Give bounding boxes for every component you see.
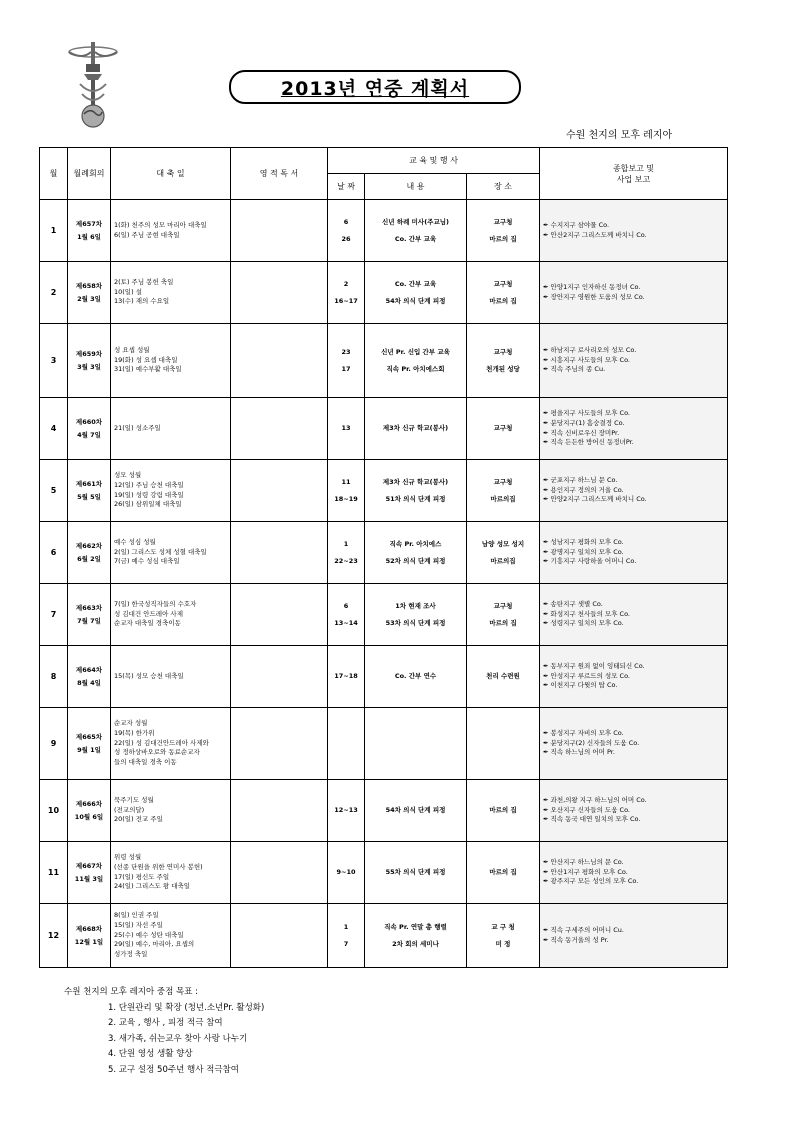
meeting-cell: 제665차 9월 1일: [68, 708, 111, 780]
report-cell: [540, 200, 728, 262]
liturgy-cell: 성 요셉 성월 19(화) 성 요셉 대축일 31(일) 예수부활 대축일: [111, 324, 231, 398]
special-cell: [231, 780, 328, 842]
report-item: ✒ 안산1지구 평화의 모후 Co.: [543, 868, 727, 878]
date-cell: 13: [328, 398, 365, 460]
report-cell: [540, 904, 728, 968]
place-cell: [467, 708, 540, 780]
report-item: ✒ 분당지구(1) 흠숭결정 Co.: [543, 419, 727, 429]
goals-heading: 수원 천지의 모후 레지아 중점 목표 :: [64, 987, 199, 997]
content-cell: [365, 708, 467, 780]
liturgy-cell: 성모 성월 12(일) 주님 승천 대축일 19(일) 성령 강림 대축일 26(일) 삼위일체 대축일: [111, 460, 231, 522]
liturgy-cell: 묵주기도 성월 (전교의달) 20(일) 전교 주일: [111, 780, 231, 842]
date-cell: 6 26: [328, 200, 365, 262]
meeting-cell: 제658차 2월 3일: [68, 262, 111, 324]
month-cell: 10: [40, 780, 68, 842]
report-cell: [540, 780, 728, 842]
report-item: ✒ 직속 구세주의 어머니 Cu.: [543, 926, 727, 936]
report-item: ✒ 직속 주님의 종 Cu.: [543, 365, 727, 375]
report-item: ✒ 수지지구 삼야물 Co.: [543, 221, 727, 231]
report-item: ✒ 안양2지구 그리스도께 바치니 Co.: [543, 495, 727, 505]
header-month: 월: [40, 148, 68, 200]
month-cell: 8: [40, 646, 68, 708]
header-edu: 교 육 및 행 사: [328, 148, 540, 174]
report-item: ✒ 분당지구(2) 신자들의 도움 Co.: [543, 739, 727, 749]
month-row: [40, 200, 728, 262]
place-cell: 마르의 집: [467, 780, 540, 842]
date-cell: 1 7: [328, 904, 365, 968]
place-cell: 마르의 집: [467, 842, 540, 904]
liturgy-cell: 위령 성월 (선종 단원을 위한 연미사 봉헌) 17(일) 평신도 주일 24(일) 그리스도 왕 대축일: [111, 842, 231, 904]
content-cell: 제3차 신규 학교(봉사): [365, 398, 467, 460]
report-item: ✒ 동부지구 원죄 없이 잉태되신 Co.: [543, 662, 727, 672]
goal-item: 5. 교구 설정 50주년 행사 적극참여: [108, 1064, 239, 1075]
report-cell: [540, 398, 728, 460]
report-item: ✒ 광주지구 모든 성인의 모후 Co.: [543, 877, 727, 887]
place-cell: 교구청 천개된 성당: [467, 324, 540, 398]
meeting-cell: 제662차 6월 2일: [68, 522, 111, 584]
date-cell: 17~18: [328, 646, 365, 708]
month-cell: 4: [40, 398, 68, 460]
report-item: ✒ 과천,의왕 지구 하느님의 어머 Co.: [543, 796, 727, 806]
special-cell: [231, 842, 328, 904]
report-item: ✒ 안산지구 하느님의 문 Co.: [543, 858, 727, 868]
meeting-cell: 제666차 10월 6일: [68, 780, 111, 842]
content-cell: 1차 현재 조사 53차 의식 단계 피정: [365, 584, 467, 646]
month-row: [40, 324, 728, 398]
date-cell: 11 18~19: [328, 460, 365, 522]
report-item: ✒ 성령지구 일치의 모후 Co.: [543, 619, 727, 629]
report-item: ✒ 직속 든든한 방어신 동정녀Pr.: [543, 438, 727, 448]
meeting-cell: 제668차 12월 1일: [68, 904, 111, 968]
special-cell: [231, 646, 328, 708]
goal-item: 1. 단원관리 및 확장 (청년.소년Pr. 활성화): [108, 1002, 265, 1013]
report-item: ✒ 직속 하느님의 어머 Pr.: [543, 748, 727, 758]
liturgy-cell: 21(일) 성소주일: [111, 398, 231, 460]
content-cell: 직속 Pr. 연말 총 행렬 2차 회의 세미나: [365, 904, 467, 968]
report-cell: [540, 460, 728, 522]
page-title: 2013년 연중 계획서: [280, 78, 470, 100]
content-cell: 제3차 신규 학교(봉사) 51차 의식 단계 피정: [365, 460, 467, 522]
special-cell: [231, 522, 328, 584]
date-cell: 23 17: [328, 324, 365, 398]
place-cell: 교구청: [467, 398, 540, 460]
header-liturgy: 대 축 일: [111, 148, 231, 200]
organization-name: 수원 천지의 모후 레지아: [566, 130, 673, 141]
month-cell: 5: [40, 460, 68, 522]
special-cell: [231, 324, 328, 398]
place-cell: 천리 수련원: [467, 646, 540, 708]
report-item: ✒ 성남지구 평화의 모후 Co.: [543, 538, 727, 548]
report-item: ✒ 장안지구 영원한 도움의 성모 Co.: [543, 293, 727, 303]
report-cell: [540, 842, 728, 904]
liturgy-cell: 8(일) 인권 주일 15(일) 자선 주일 25(수) 예수 성탄 대축일 29(일) 예수, 마리아, 요셉의 성가정 축일: [111, 904, 231, 968]
report-item: ✒ 군포지구 하느님 문 Co.: [543, 476, 727, 486]
meeting-cell: 제660차 4월 7일: [68, 398, 111, 460]
content-cell: Co. 간부 연수: [365, 646, 467, 708]
report-cell: [540, 708, 728, 780]
month-cell: 2: [40, 262, 68, 324]
month-row: [40, 460, 728, 522]
special-cell: [231, 584, 328, 646]
report-item: ✒ 직속 동거울의 성 Pr.: [543, 936, 727, 946]
date-cell: 2 16~17: [328, 262, 365, 324]
special-cell: [231, 200, 328, 262]
goal-item: 4. 단원 영성 생활 향상: [108, 1049, 193, 1059]
month-cell: 3: [40, 324, 68, 398]
liturgy-cell: 2(토) 주님 봉헌 축일 10(일) 설 13(수) 재의 수요일: [111, 262, 231, 324]
month-cell: 12: [40, 904, 68, 968]
meeting-cell: 제663차 7월 7일: [68, 584, 111, 646]
report-item: ✒ 시흥지구 사도들의 모후 Co.: [543, 356, 727, 366]
liturgy-cell: 순교자 성월 19(목) 한가위 22(일) 성 김대건안드레아 사제와 성 정하상바오로와 동료순교자 들의 대축일 경축 이동: [111, 708, 231, 780]
header-special: 영 적 독 서: [231, 148, 328, 200]
date-cell: 12~13: [328, 780, 365, 842]
place-cell: 교구청 마르의 집: [467, 262, 540, 324]
place-cell: 교구청 마르의 집: [467, 200, 540, 262]
liturgy-cell: 7(일) 한국성직자들의 수호자 성 김대건 안드레아 사제 순교자 대축일 경축이동: [111, 584, 231, 646]
special-cell: [231, 708, 328, 780]
title-frame: [229, 70, 521, 104]
goal-item: 2. 교육 , 행사 , 피정 적극 참여: [108, 1018, 223, 1028]
date-cell: 9~10: [328, 842, 365, 904]
place-cell: 교 구 청 미 정: [467, 904, 540, 968]
goal-item: 3. 새가족, 쉬는교우 찾아 사랑 나누기: [108, 1033, 248, 1044]
report-item: ✒ 직속 신비로우신 장미Pr.: [543, 429, 727, 439]
report-item: ✒ 안양1지구 인자하신 동정녀 Co.: [543, 283, 727, 293]
month-cell: 1: [40, 200, 68, 262]
report-item: ✒ 오산지구 신자들의 도움 Co.: [543, 806, 727, 816]
meeting-cell: 제667차 11월 3일: [68, 842, 111, 904]
report-item: ✒ 송탄지구 샛별 Co.: [543, 600, 727, 610]
content-cell: 신년 하례 미사(주교님) Co. 간부 교육: [365, 200, 467, 262]
report-item: ✒ 하남지구 로사리오의 성모 Co.: [543, 346, 727, 356]
date-cell: 1 22~23: [328, 522, 365, 584]
month-cell: 7: [40, 584, 68, 646]
header-report: 종합보고 및 사업 보고: [540, 148, 728, 200]
month-row: [40, 780, 728, 842]
content-cell: 신년 Pr. 신입 간부 교육 직속 Pr. 아치에스회: [365, 324, 467, 398]
month-cell: 6: [40, 522, 68, 584]
content-cell: 54차 의식 단계 피정: [365, 780, 467, 842]
report-cell: [540, 584, 728, 646]
report-item: ✒ 기흥지구 사랑하올 어머니 Co.: [543, 557, 727, 567]
special-cell: [231, 460, 328, 522]
place-cell: 남양 성모 성지 마르의집: [467, 522, 540, 584]
emblem-logo: [64, 40, 122, 130]
report-item: ✒ 이천지구 다윗의 탑 Co.: [543, 681, 727, 691]
report-cell: [540, 262, 728, 324]
report-cell: [540, 522, 728, 584]
month-row: [40, 584, 728, 646]
month-row: [40, 522, 728, 584]
header-meeting: 월례회의: [68, 148, 111, 200]
date-cell: 6 13~14: [328, 584, 365, 646]
meeting-cell: 제659차 3월 3일: [68, 324, 111, 398]
month-row: [40, 708, 728, 780]
content-cell: Co. 간부 교육 54차 의식 단계 피정: [365, 262, 467, 324]
month-row: [40, 842, 728, 904]
report-item: ✒ 광명지구 일치의 모후 Co.: [543, 548, 727, 558]
place-cell: 교구청 마르의집: [467, 460, 540, 522]
report-item: ✒ 봉성지구 자비의 모후 Co.: [543, 729, 727, 739]
month-cell: 9: [40, 708, 68, 780]
header-date: 날 짜: [328, 174, 365, 200]
meeting-cell: 제661차 5월 5일: [68, 460, 111, 522]
goals-section: [64, 985, 264, 1078]
special-cell: [231, 904, 328, 968]
month-row: [40, 646, 728, 708]
place-cell: 교구청 마르의 집: [467, 584, 540, 646]
header-place: 장 소: [467, 174, 540, 200]
liturgy-cell: 예수 성심 성월 2(일) 그리스도 성체 성혈 대축일 7(금) 예수 성심 대축일: [111, 522, 231, 584]
report-item: ✒ 평을지구 사도들의 모후 Co.: [543, 409, 727, 419]
special-cell: [231, 262, 328, 324]
special-cell: [231, 398, 328, 460]
meeting-cell: 제657차 1월 6일: [68, 200, 111, 262]
report-item: ✒ 직속 동국 대연 일치의 모후 Co.: [543, 815, 727, 825]
content-cell: 직속 Pr. 아치에스 52차 의식 단계 피정: [365, 522, 467, 584]
report-item: ✒ 화성지구 천사들의 모후 Co.: [543, 610, 727, 620]
content-cell: 55차 의식 단계 피정: [365, 842, 467, 904]
meeting-cell: 제664차 8월 4일: [68, 646, 111, 708]
plan-table: [39, 147, 728, 968]
report-item: ✒ 안산2지구 그리스도께 바치니 Co.: [543, 231, 727, 241]
month-cell: 11: [40, 842, 68, 904]
date-cell: [328, 708, 365, 780]
report-item: ✒ 안성지구 루르드의 성모 Co.: [543, 672, 727, 682]
report-item: ✒ 용인지구 정의의 거울 Co.: [543, 486, 727, 496]
month-row: [40, 904, 728, 968]
report-cell: [540, 646, 728, 708]
liturgy-cell: 15(목) 성모 승천 대축일: [111, 646, 231, 708]
report-cell: [540, 324, 728, 398]
month-row: [40, 262, 728, 324]
liturgy-cell: 1(화) 천주의 성모 마리아 대축일 6(일) 주님 공현 대축일: [111, 200, 231, 262]
month-row: [40, 398, 728, 460]
header-content: 내 용: [365, 174, 467, 200]
